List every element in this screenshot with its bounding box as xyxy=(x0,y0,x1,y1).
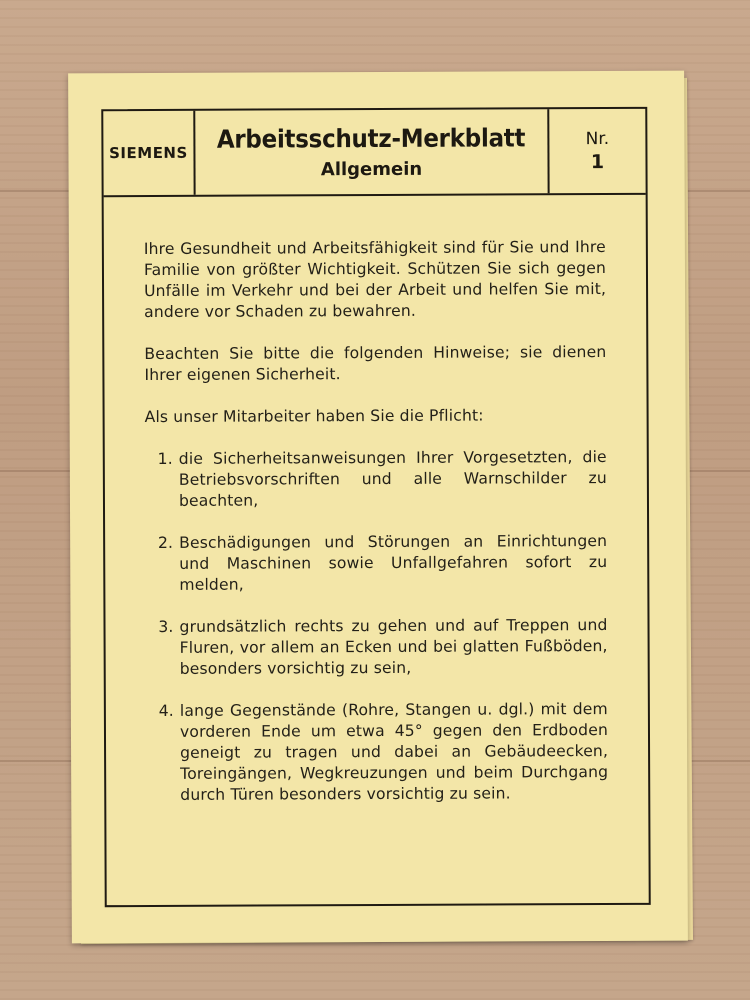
leaflet-body xyxy=(144,237,609,827)
list-item-text: lange Gegenstände (Rohre, Stangen u. dgl.) mit dem vorderen Ende um etwa 45° gegen den Erdboden geneigt zu tragen und dabei an Gebäudeecken, Toreingängen, Wegkreuzungen und beim Durchgang durch Türen besonders vorsichtig zu sein. xyxy=(179,699,609,804)
leaflet-frame xyxy=(101,107,650,907)
number-value: 1 xyxy=(590,151,605,174)
list-item-number: 1. xyxy=(157,449,173,468)
sheet-title: Arbeitsschutz-Merkblatt xyxy=(217,123,526,154)
number-cell xyxy=(549,109,645,193)
list-item xyxy=(146,699,608,806)
list-item-number: 3. xyxy=(158,617,174,636)
list-item-text: die Sicherheitsanweisungen Ihrer Vorgesetzten, die Betriebsvorschriften und alle Warnschilder zu beachten, xyxy=(178,448,607,510)
notice-paragraph: Beachten Sie bitte die folgenden Hinweise; sie dienen Ihrer eigenen Sicherheit. xyxy=(144,343,607,385)
duty-intro: Als unser Mitarbeiter haben Sie die Pflicht: xyxy=(144,406,484,427)
duty-list xyxy=(145,447,609,806)
title-cell xyxy=(195,109,549,195)
intro-paragraph: Ihre Gesundheit und Arbeitsfähigkeit sind für Sie und Ihre Familie von größter Wichtigkeit. Schützen Sie sich gegen Unfälle im Verkehr und bei der Arbeit und helfen Sie mit, andere vor Schaden zu bewahren. xyxy=(143,238,607,322)
sheet-subtitle: Allgemein xyxy=(320,158,423,181)
logo-cell xyxy=(103,111,195,195)
list-item-number: 4. xyxy=(158,701,174,720)
list-item xyxy=(145,447,607,512)
list-item-text: Beschädigungen und Störungen an Einrichtungen und Maschinen sowie Unfallgefahren sofort zu melden, xyxy=(179,532,608,594)
leaflet-header xyxy=(103,109,645,197)
list-item-number: 2. xyxy=(157,533,174,552)
list-item xyxy=(145,615,607,680)
list-item-text: grundsätzlich rechts zu gehen und auf Treppen und Fluren, vor allem an Ecken und bei glatten Fußböden, besonders vorsichtig zu sein, xyxy=(179,615,608,678)
list-item xyxy=(145,531,607,596)
leaflet-sheet xyxy=(68,71,688,944)
siemens-logo: SIEMENS xyxy=(109,143,188,163)
number-label: Nr. xyxy=(585,128,610,150)
